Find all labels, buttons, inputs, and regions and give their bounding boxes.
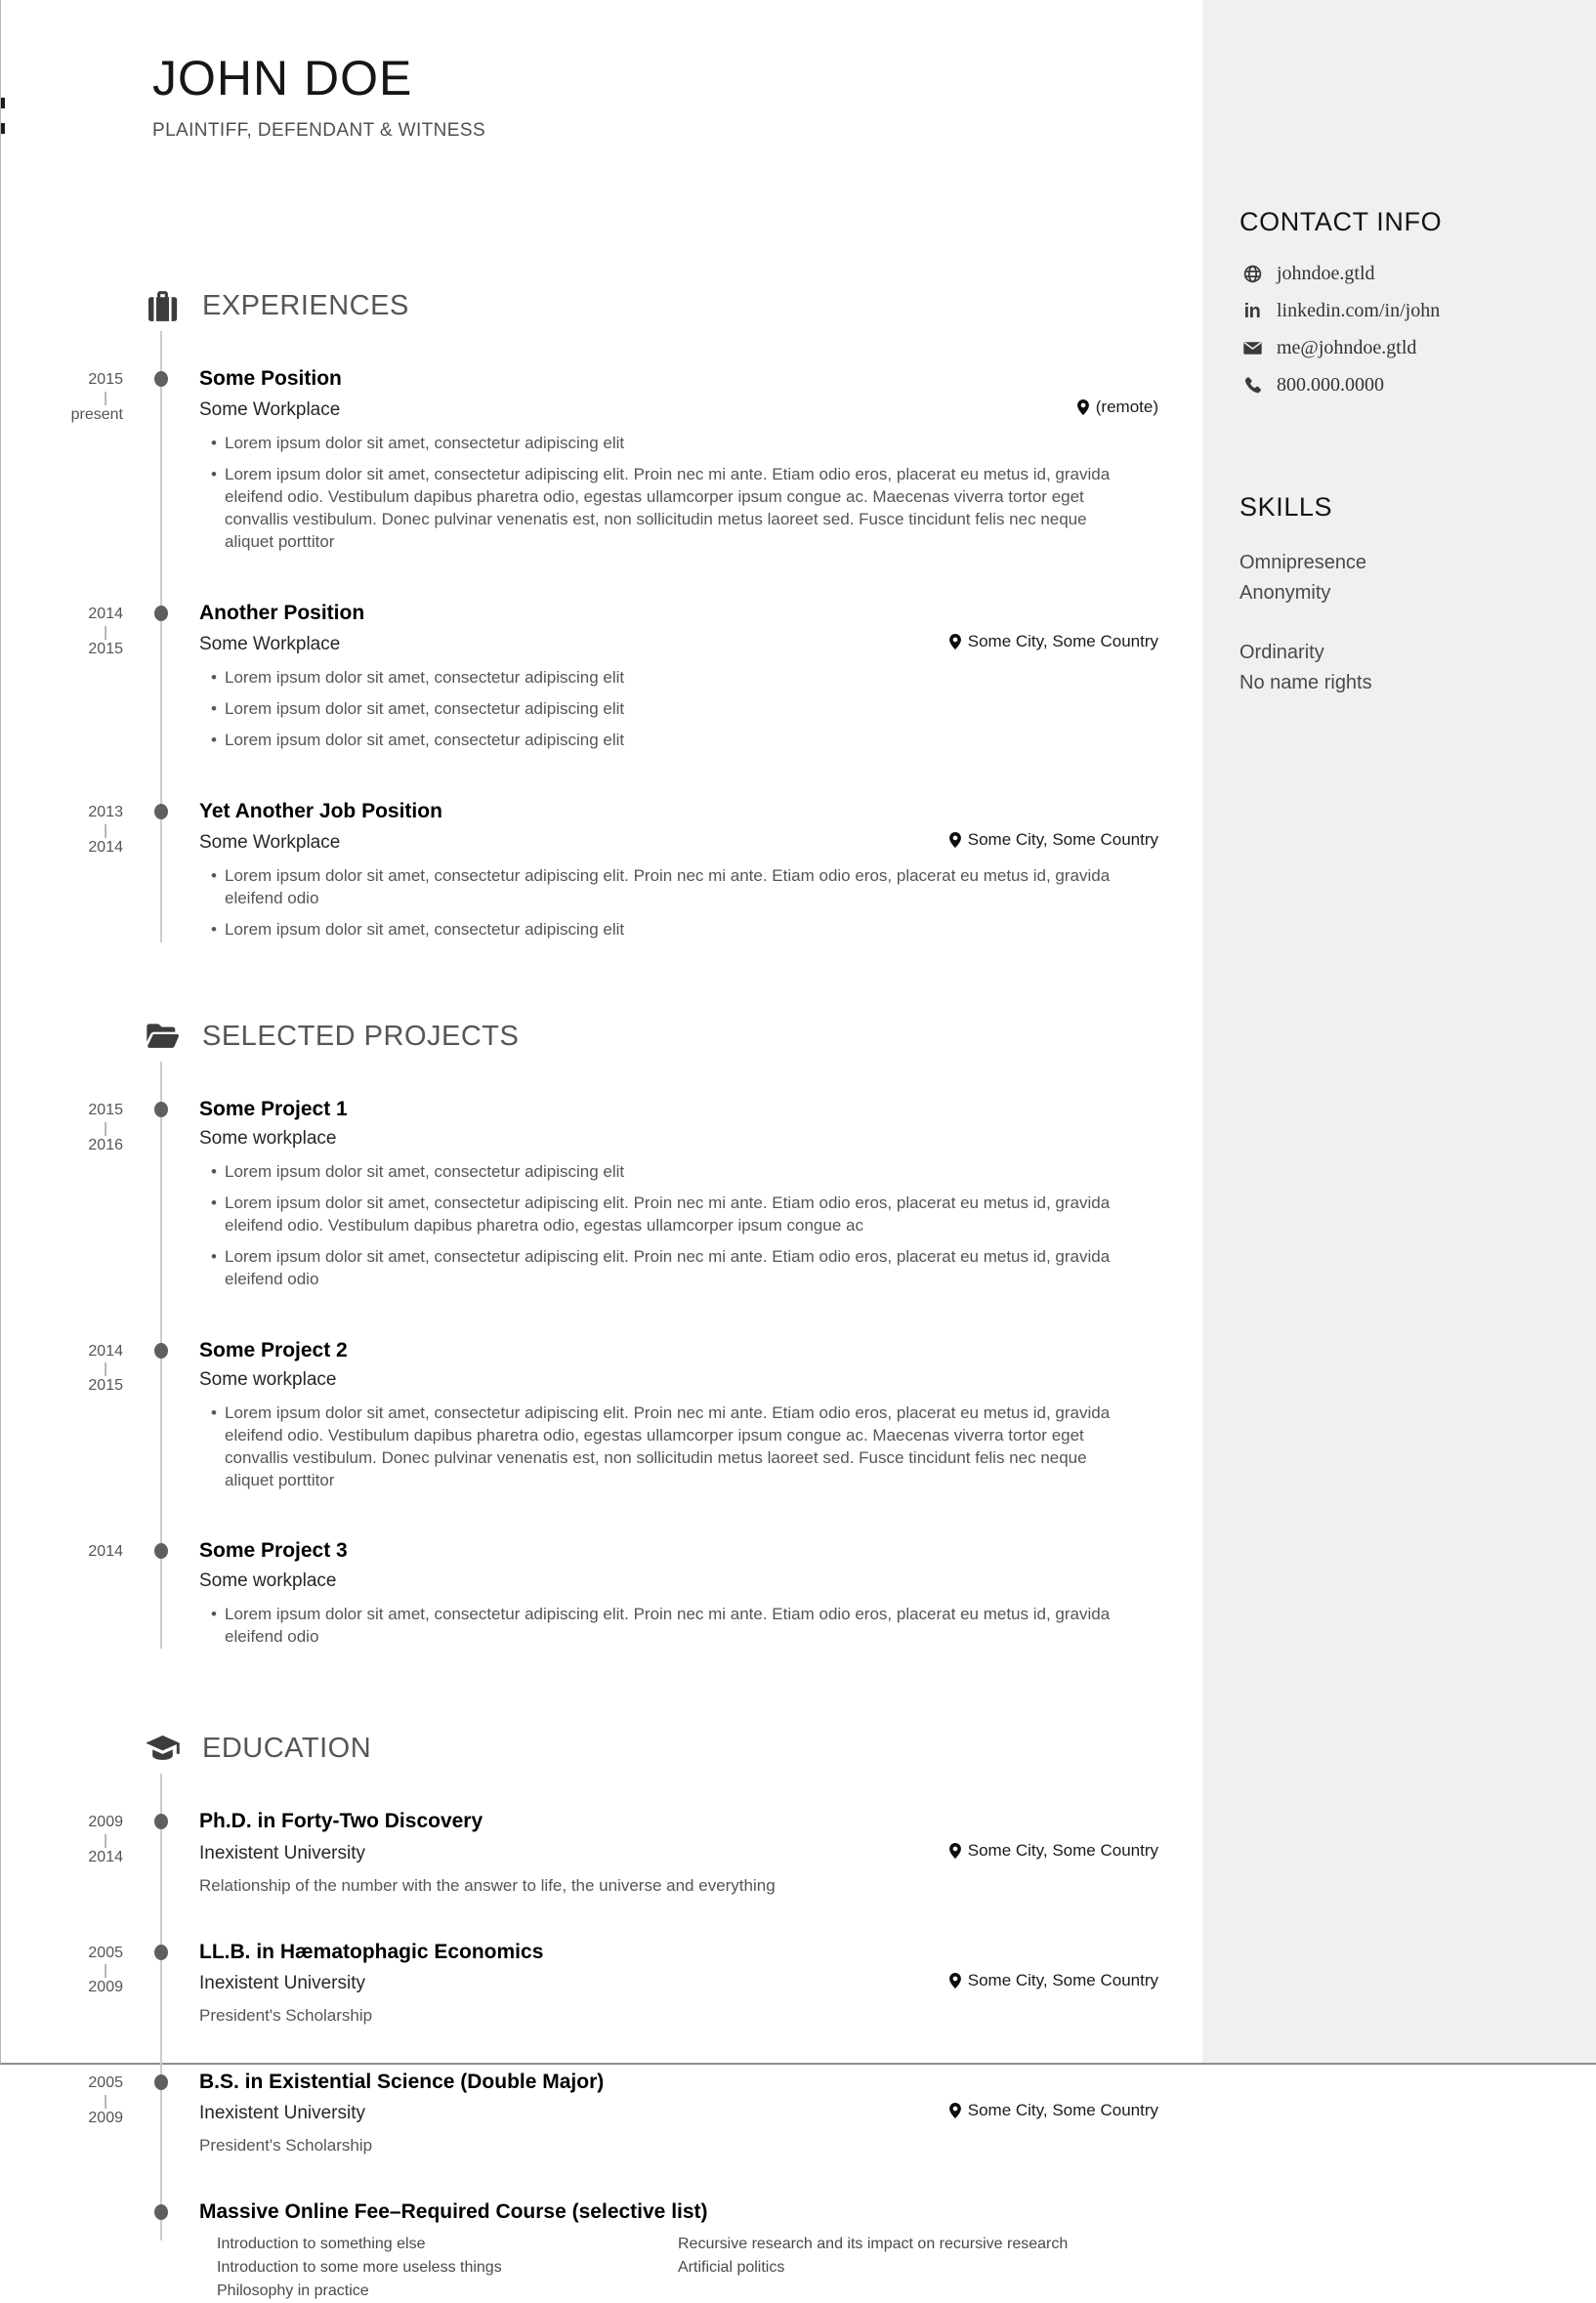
timeline-dot bbox=[154, 804, 168, 819]
course-item: Recursive research and its impact on recursive research bbox=[678, 2236, 1069, 2253]
date-separator: | bbox=[104, 1962, 107, 1980]
bullet-item: • Lorem ipsum dolor sit amet, consectetur adipiscing elit. Proin nec mi ante. Etiam odio eros, placerat eu metus id, gravida eleifend odio. Vestibulum dapibus pharetra odio, egestas ullamcorper ipsum congue ac bbox=[211, 1193, 1129, 1237]
date-start: 2014 bbox=[88, 1342, 123, 1360]
entry-organization: Some workplace bbox=[199, 1570, 337, 1591]
entry-organization: Inexistent University bbox=[199, 1972, 366, 1993]
date-separator: | bbox=[104, 821, 107, 839]
entry-dates bbox=[1, 1810, 123, 1895]
bullet-item: • Lorem ipsum dolor sit amet, consectetur adipiscing elit. Proin nec mi ante. Etiam odio eros, placerat eu metus id, gravida eleifend odio. Vestibulum dapibus pharetra odio, egestas ullamcorper ipsum congue ac. Maecenas viverra tortor eget convallis vestibulum. Donec pulvinar venenatis est, non sollicitudin metus laoreet sed. Fusce tincidunt felis nec neque aliquet porttitor bbox=[211, 464, 1129, 554]
graduation-cap-icon bbox=[145, 1731, 181, 1767]
entry-dates bbox=[1, 2200, 123, 2303]
bullet-item: • Lorem ipsum dolor sit amet, consectetur adipiscing elit. Proin nec mi ante. Etiam odio eros, placerat eu metus id, gravida eleifend odio bbox=[211, 1604, 1129, 1649]
bullet-item: • Lorem ipsum dolor sit amet, consectetur adipiscing elit. Proin nec mi ante. Etiam odio eros, placerat eu metus id, gravida eleifend odio. Vestibulum dapibus pharetra odio, egestas ullamcorper ipsum congue ac. Maecenas viverra tortor eget convallis vestibulum. Donec pulvinar venenatis est, non sollicitudin metus laoreet sed. Fusce tincidunt felis nec neque aliquet porttitor bbox=[211, 1403, 1129, 1492]
bullet-item: • Lorem ipsum dolor sit amet, consectetur adipiscing elit bbox=[211, 667, 1129, 690]
bullet-item: • Lorem ipsum dolor sit amet, consectetur adipiscing elit bbox=[211, 698, 1129, 721]
course-item: Introduction to some more useless things bbox=[217, 2259, 502, 2277]
entry-location bbox=[949, 1841, 1158, 1861]
entry-title: Yet Another Job Position bbox=[199, 799, 442, 822]
folder-open-icon bbox=[145, 1019, 181, 1055]
course-item: Introduction to something else bbox=[217, 2236, 426, 2253]
entry-location bbox=[949, 830, 1158, 850]
entry-location-text: Some City, Some Country bbox=[967, 631, 1158, 650]
date-end: 2009 bbox=[88, 1979, 123, 1996]
entry-organization: Some workplace bbox=[199, 1368, 337, 1390]
timeline-dot bbox=[154, 1102, 168, 1117]
date-start: 2015 bbox=[88, 1101, 123, 1118]
mooc-course-column bbox=[199, 2233, 678, 2303]
education-entry bbox=[1, 2071, 1158, 2156]
entry-organization: Inexistent University bbox=[199, 1842, 366, 1863]
main-column bbox=[1, 0, 1202, 2300]
bullet-item: • Lorem ipsum dolor sit amet, consectetur adipiscing elit bbox=[211, 433, 1129, 455]
bullet-item: • Lorem ipsum dolor sit amet, consectetur adipiscing elit. Proin nec mi ante. Etiam odio eros, placerat eu metus id, gravida eleifend odio bbox=[211, 865, 1129, 910]
entry-location bbox=[949, 1971, 1158, 1990]
date-start: 2014 bbox=[88, 605, 123, 622]
contact-value[interactable]: linkedin.com/in/john bbox=[1277, 300, 1441, 321]
timeline-cell bbox=[123, 1539, 199, 1656]
timeline-cell bbox=[123, 367, 199, 563]
map-marker-icon bbox=[949, 2103, 961, 2118]
entry-title: Some Project 1 bbox=[199, 1097, 348, 1120]
edge-artifact bbox=[1, 123, 5, 134]
entry-organization: Some workplace bbox=[199, 1127, 337, 1149]
date-start: 2013 bbox=[88, 803, 123, 820]
timeline-cell bbox=[123, 1098, 199, 1300]
skills-block bbox=[1239, 492, 1567, 698]
timeline-dot bbox=[154, 2204, 168, 2220]
person-name: JOHN DOE bbox=[152, 51, 413, 105]
date-start: 2014 bbox=[88, 1543, 123, 1561]
education-entry-mooc bbox=[1, 2200, 1158, 2303]
education-entries bbox=[1, 1810, 1202, 2303]
envelope-icon bbox=[1239, 338, 1265, 358]
mooc-course-columns bbox=[199, 2233, 1158, 2303]
contact-value[interactable]: 800.000.0000 bbox=[1277, 374, 1384, 396]
entry-location-text: Some City, Some Country bbox=[967, 829, 1158, 849]
experience-entry bbox=[1, 367, 1158, 563]
date-end: 2014 bbox=[88, 1849, 123, 1866]
date-end: present bbox=[70, 405, 123, 423]
edge-artifact bbox=[1, 98, 5, 108]
map-marker-icon bbox=[1077, 399, 1089, 415]
mooc-course-column bbox=[678, 2233, 1068, 2303]
globe-icon bbox=[1239, 264, 1265, 284]
entry-dates bbox=[1, 602, 123, 761]
timeline-cell bbox=[123, 602, 199, 761]
entry-location bbox=[949, 2101, 1158, 2120]
entry-bullets bbox=[199, 667, 1129, 752]
section-header-projects bbox=[145, 1019, 1202, 1055]
date-end: 2009 bbox=[88, 2109, 123, 2126]
timeline-dot bbox=[154, 606, 168, 621]
course-item: Artificial politics bbox=[678, 2259, 785, 2277]
entry-bullets bbox=[199, 1161, 1129, 1291]
entry-note: Relationship of the number with the answer to life, the universe and everything bbox=[199, 1875, 776, 1895]
map-marker-icon bbox=[949, 1843, 961, 1859]
entry-dates bbox=[1, 1098, 123, 1300]
briefcase-icon bbox=[145, 288, 181, 324]
phone-icon bbox=[1239, 375, 1265, 396]
contact-value[interactable]: me@johndoe.gtld bbox=[1277, 337, 1417, 358]
skill-item: Ordinarity bbox=[1239, 642, 1324, 663]
entry-dates bbox=[1, 800, 123, 950]
timeline-dot bbox=[154, 1543, 168, 1559]
date-separator: | bbox=[104, 1832, 107, 1850]
project-entry bbox=[1, 1098, 1158, 1300]
date-separator: | bbox=[104, 1361, 107, 1378]
contact-item-email bbox=[1239, 337, 1567, 359]
project-entry bbox=[1, 1539, 1158, 1656]
timeline-cell bbox=[123, 1339, 199, 1501]
entry-note: President's Scholarship bbox=[199, 2005, 373, 2025]
entry-organization: Some Workplace bbox=[199, 399, 341, 421]
contact-value[interactable]: johndoe.gtld bbox=[1277, 263, 1375, 284]
timeline-cell bbox=[123, 1810, 199, 1895]
entry-dates bbox=[1, 2071, 123, 2156]
section-header-education bbox=[145, 1731, 1202, 1767]
education-entry bbox=[1, 1941, 1158, 2026]
skill-item: Anonymity bbox=[1239, 582, 1331, 604]
section-title: EDUCATION bbox=[202, 1733, 372, 1765]
section-projects bbox=[1, 1019, 1202, 1657]
experience-entry bbox=[1, 800, 1158, 950]
entry-title: Some Project 3 bbox=[199, 1539, 348, 1563]
skill-item: Omnipresence bbox=[1239, 552, 1367, 573]
date-separator: | bbox=[104, 2092, 107, 2110]
entry-bullets bbox=[199, 865, 1129, 942]
date-start: 2005 bbox=[88, 1944, 123, 1961]
date-end: 2015 bbox=[88, 640, 123, 657]
timeline-cell bbox=[123, 1941, 199, 2026]
skill-item: No name rights bbox=[1239, 672, 1372, 693]
entry-location-text: (remote) bbox=[1095, 398, 1158, 417]
bullet-item: • Lorem ipsum dolor sit amet, consectetur adipiscing elit bbox=[211, 730, 1129, 752]
section-title: EXPERIENCES bbox=[202, 290, 409, 321]
bullet-item: • Lorem ipsum dolor sit amet, consectetur adipiscing elit bbox=[211, 1161, 1129, 1184]
timeline-dot bbox=[154, 1945, 168, 1960]
skill-group bbox=[1239, 638, 1567, 698]
section-education bbox=[1, 1731, 1202, 2303]
date-end: 2016 bbox=[88, 1136, 123, 1153]
timeline-dot bbox=[154, 2074, 168, 2090]
date-start: 2009 bbox=[88, 1814, 123, 1831]
entry-location-text: Some City, Some Country bbox=[967, 2100, 1158, 2119]
entry-organization: Inexistent University bbox=[199, 2102, 366, 2123]
entry-title: B.S. in Existential Science (Double Major) bbox=[199, 2070, 605, 2093]
entry-location-text: Some City, Some Country bbox=[967, 1970, 1158, 1989]
section-header-experiences bbox=[145, 288, 1202, 324]
timeline-cell bbox=[123, 2071, 199, 2156]
contact-info-title: CONTACT INFO bbox=[1239, 207, 1443, 236]
sidebar bbox=[1202, 0, 1596, 2063]
experiences-entries bbox=[1, 367, 1202, 950]
course-item: Philosophy in practice bbox=[217, 2282, 369, 2300]
entry-title: Some Project 2 bbox=[199, 1338, 348, 1361]
linkedin-icon: in bbox=[1243, 300, 1261, 322]
entry-bullets bbox=[199, 1604, 1129, 1649]
map-marker-icon bbox=[949, 832, 961, 848]
date-end: 2014 bbox=[88, 838, 123, 856]
entry-organization: Some Workplace bbox=[199, 633, 341, 654]
entry-location bbox=[949, 632, 1158, 651]
entry-dates bbox=[1, 367, 123, 563]
entry-bullets bbox=[199, 1403, 1129, 1492]
entry-dates bbox=[1, 1339, 123, 1501]
entry-bullets bbox=[199, 433, 1129, 554]
date-separator: | bbox=[104, 623, 107, 641]
entry-organization: Some Workplace bbox=[199, 831, 341, 853]
timeline-cell bbox=[123, 2200, 199, 2303]
timeline-cell bbox=[123, 800, 199, 950]
person-tagline: PLAINTIFF, DEFENDANT & WITNESS bbox=[152, 120, 486, 141]
skills-title: SKILLS bbox=[1239, 492, 1333, 522]
entry-title: Massive Online Fee–Required Course (selective list) bbox=[199, 2199, 708, 2223]
education-entry bbox=[1, 1810, 1158, 1895]
section-title: SELECTED PROJECTS bbox=[202, 1020, 520, 1052]
map-marker-icon bbox=[949, 634, 961, 649]
entry-title: LL.B. in Hæmatophagic Economics bbox=[199, 1940, 544, 1963]
section-experiences bbox=[1, 288, 1202, 950]
timeline-dot bbox=[154, 371, 168, 387]
entry-title: Some Position bbox=[199, 367, 342, 390]
date-separator: | bbox=[104, 389, 107, 406]
entry-title: Another Position bbox=[199, 601, 365, 624]
timeline-dot bbox=[154, 1814, 168, 1829]
date-start: 2005 bbox=[88, 2073, 123, 2091]
map-marker-icon bbox=[949, 1973, 961, 1989]
bullet-item: • Lorem ipsum dolor sit amet, consectetur adipiscing elit. Proin nec mi ante. Etiam odio eros, placerat eu metus id, gravida eleifend odio bbox=[211, 1246, 1129, 1291]
bullet-item: • Lorem ipsum dolor sit amet, consectetur adipiscing elit bbox=[211, 919, 1129, 942]
date-end: 2015 bbox=[88, 1377, 123, 1395]
entry-note: President's Scholarship bbox=[199, 2135, 373, 2155]
contact-item-linkedin bbox=[1239, 300, 1567, 322]
date-start: 2015 bbox=[88, 371, 123, 388]
date-separator: | bbox=[104, 1119, 107, 1137]
skill-group bbox=[1239, 548, 1567, 608]
entry-title: Ph.D. in Forty-Two Discovery bbox=[199, 1810, 483, 1833]
entry-location-text: Some City, Some Country bbox=[967, 1840, 1158, 1860]
experience-entry bbox=[1, 602, 1158, 761]
project-entry bbox=[1, 1339, 1158, 1501]
timeline-dot bbox=[154, 1343, 168, 1359]
projects-entries bbox=[1, 1098, 1202, 1657]
contact-item-phone bbox=[1239, 374, 1567, 397]
entry-dates bbox=[1, 1941, 123, 2026]
contact-item-website bbox=[1239, 263, 1567, 285]
entry-dates bbox=[1, 1539, 123, 1656]
entry-location bbox=[1077, 398, 1158, 417]
